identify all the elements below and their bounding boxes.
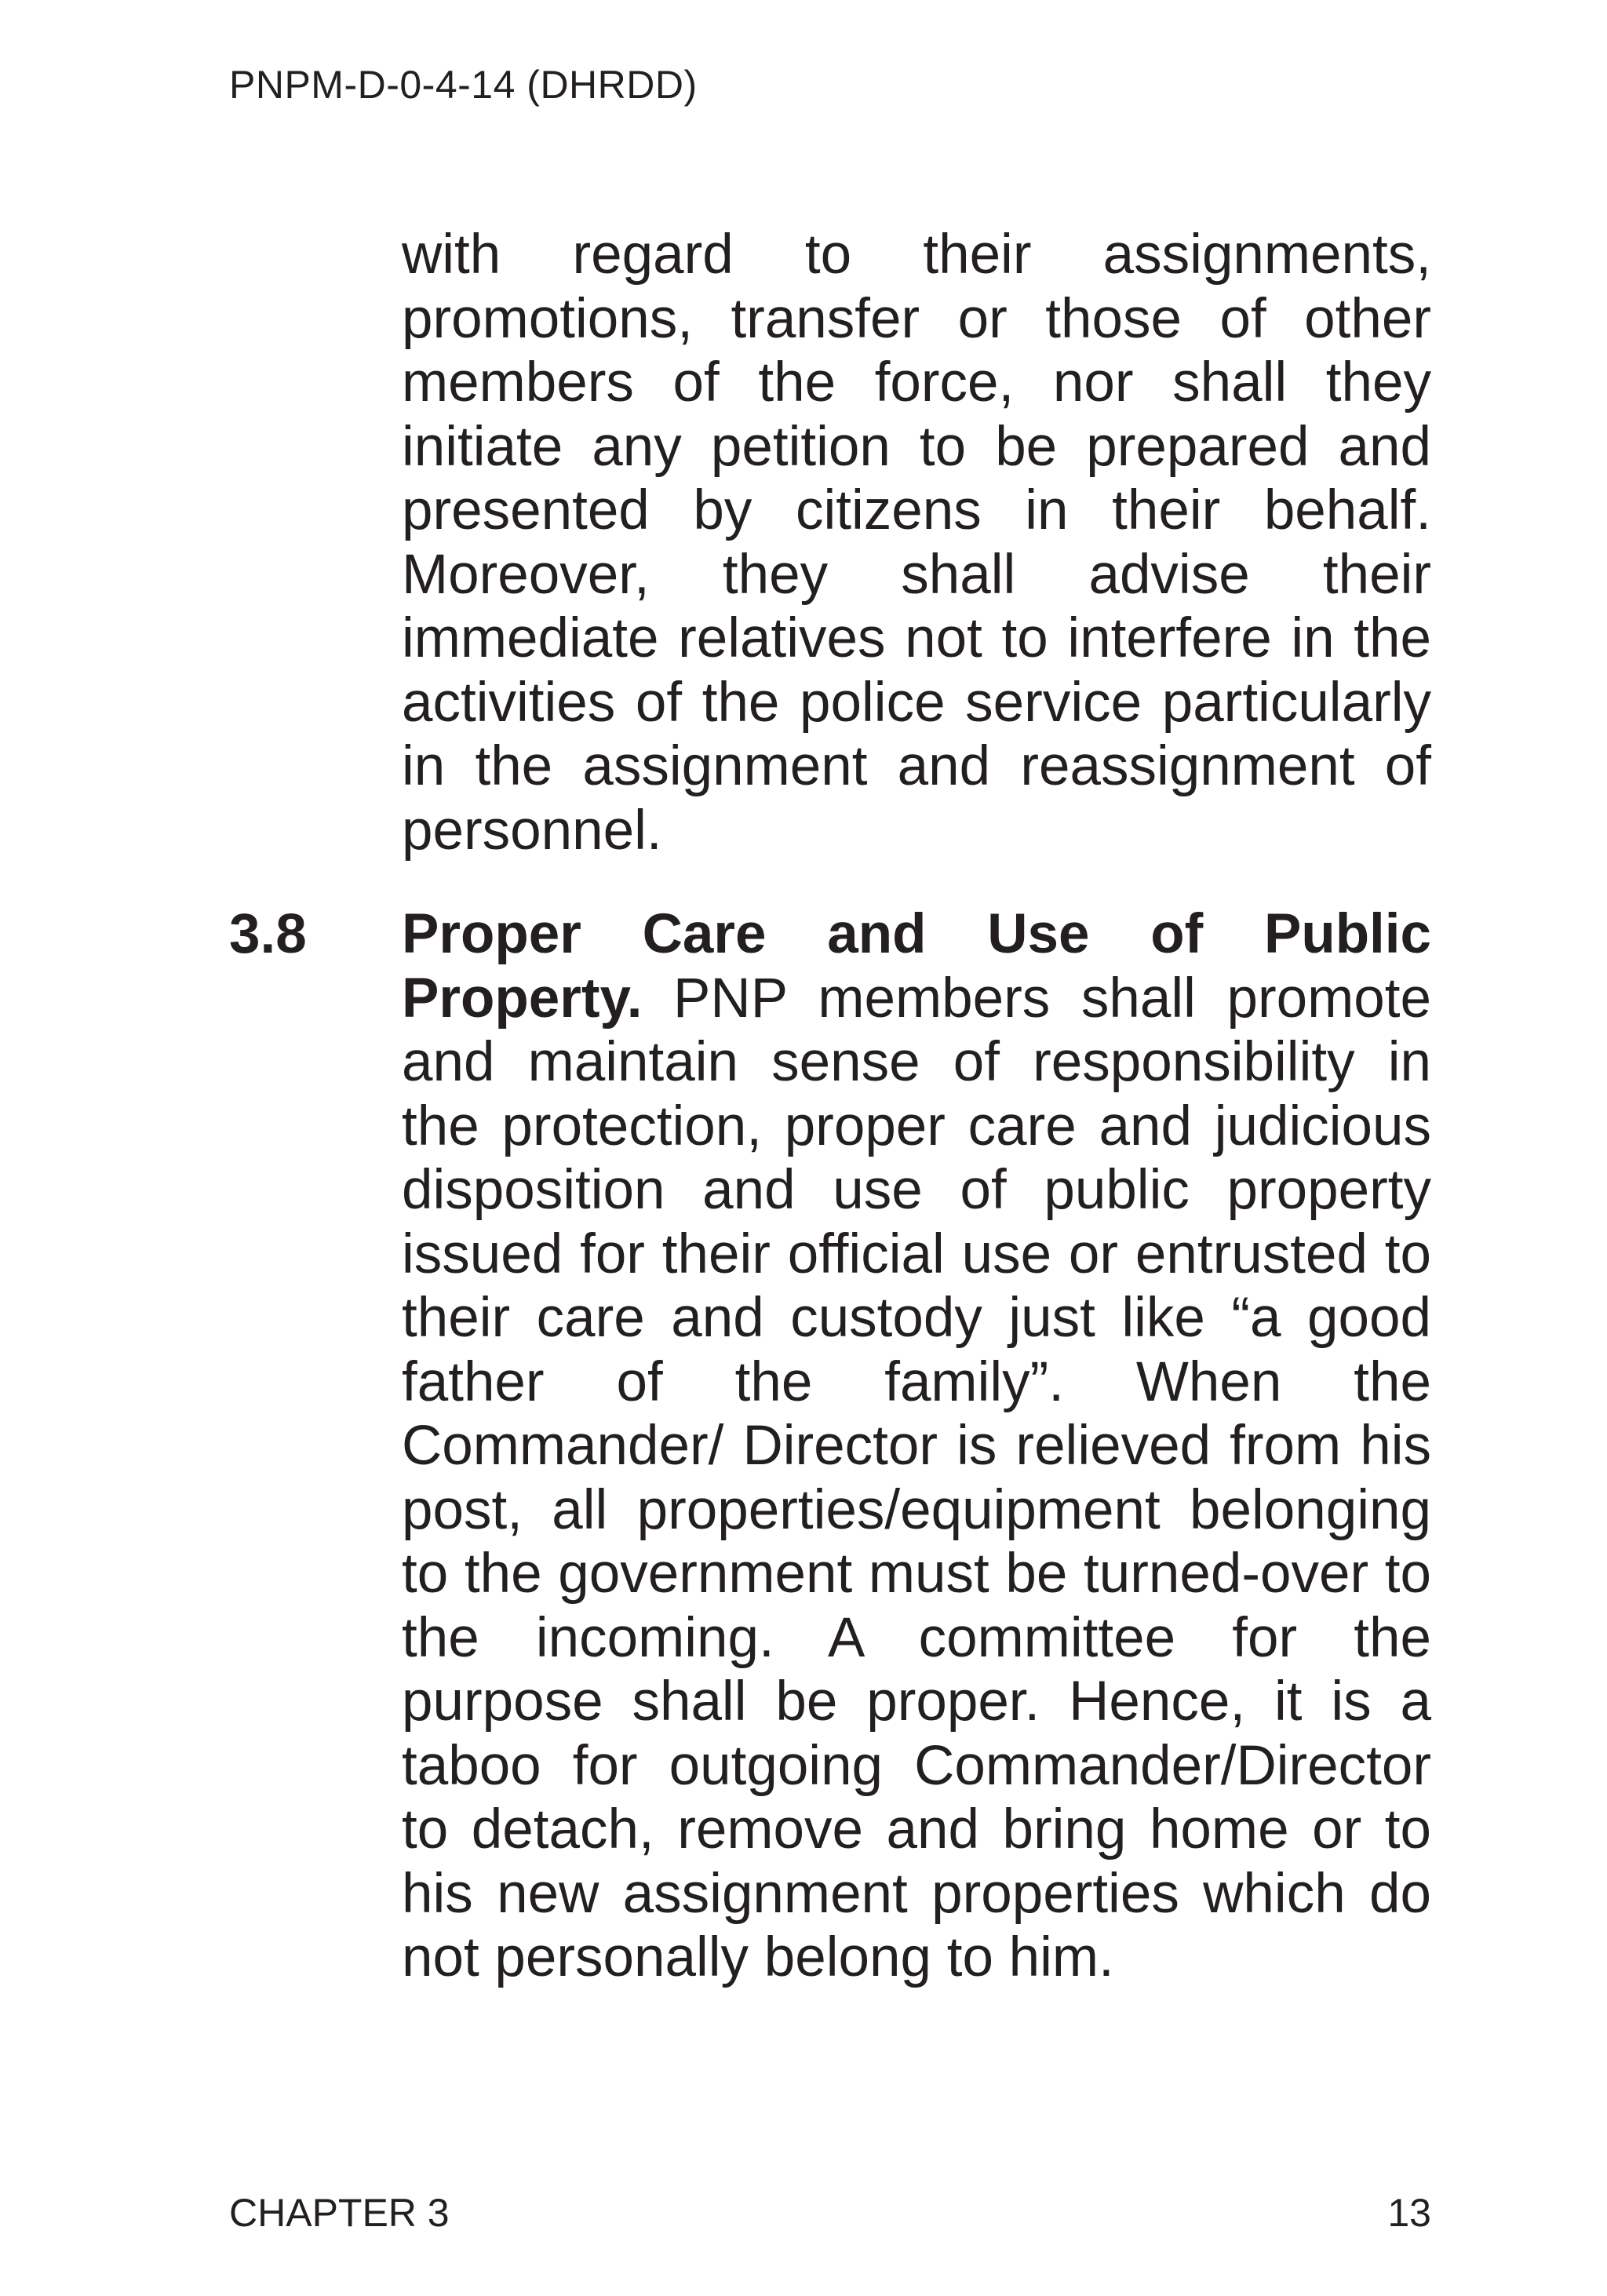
section-number: 3.8 bbox=[229, 903, 307, 965]
continuation-paragraph: with regard to their assignments, promotions, transfer or those of other members of the force, nor shall they initiate any petition to be prepared and presented by citizens in their behalf. Moreover, they shall advise their immediate relatives not to interfere in the activities of the police service particularly in the assignment and reassignment of personnel. bbox=[402, 224, 1431, 862]
section-body-text: PNP members shall promote and maintain sense of responsibility in the protection, proper care and judicious disposition and use of public property issued for their official use or entrusted to their care and custody just like “a good father of the family”. When the Commander/ Director is relieved from his post, all properties/equipment belonging to the government must be turned-over to the incoming. A committee for the purpose shall be proper. Hence, it is a taboo for outgoing Commander/Director to detach, remove and bring home or to his new assignment properties which do not personally belong to him. bbox=[402, 967, 1431, 1988]
chapter-footer: CHAPTER 3 bbox=[229, 2191, 450, 2235]
document-code-header: PNPM-D-0-4-14 (DHRDD) bbox=[229, 63, 698, 107]
section-title: Proper Care and Use of Public Property. bbox=[402, 903, 1431, 1030]
section-paragraph bbox=[402, 902, 1431, 1990]
page-number: 13 bbox=[1387, 2191, 1431, 2235]
